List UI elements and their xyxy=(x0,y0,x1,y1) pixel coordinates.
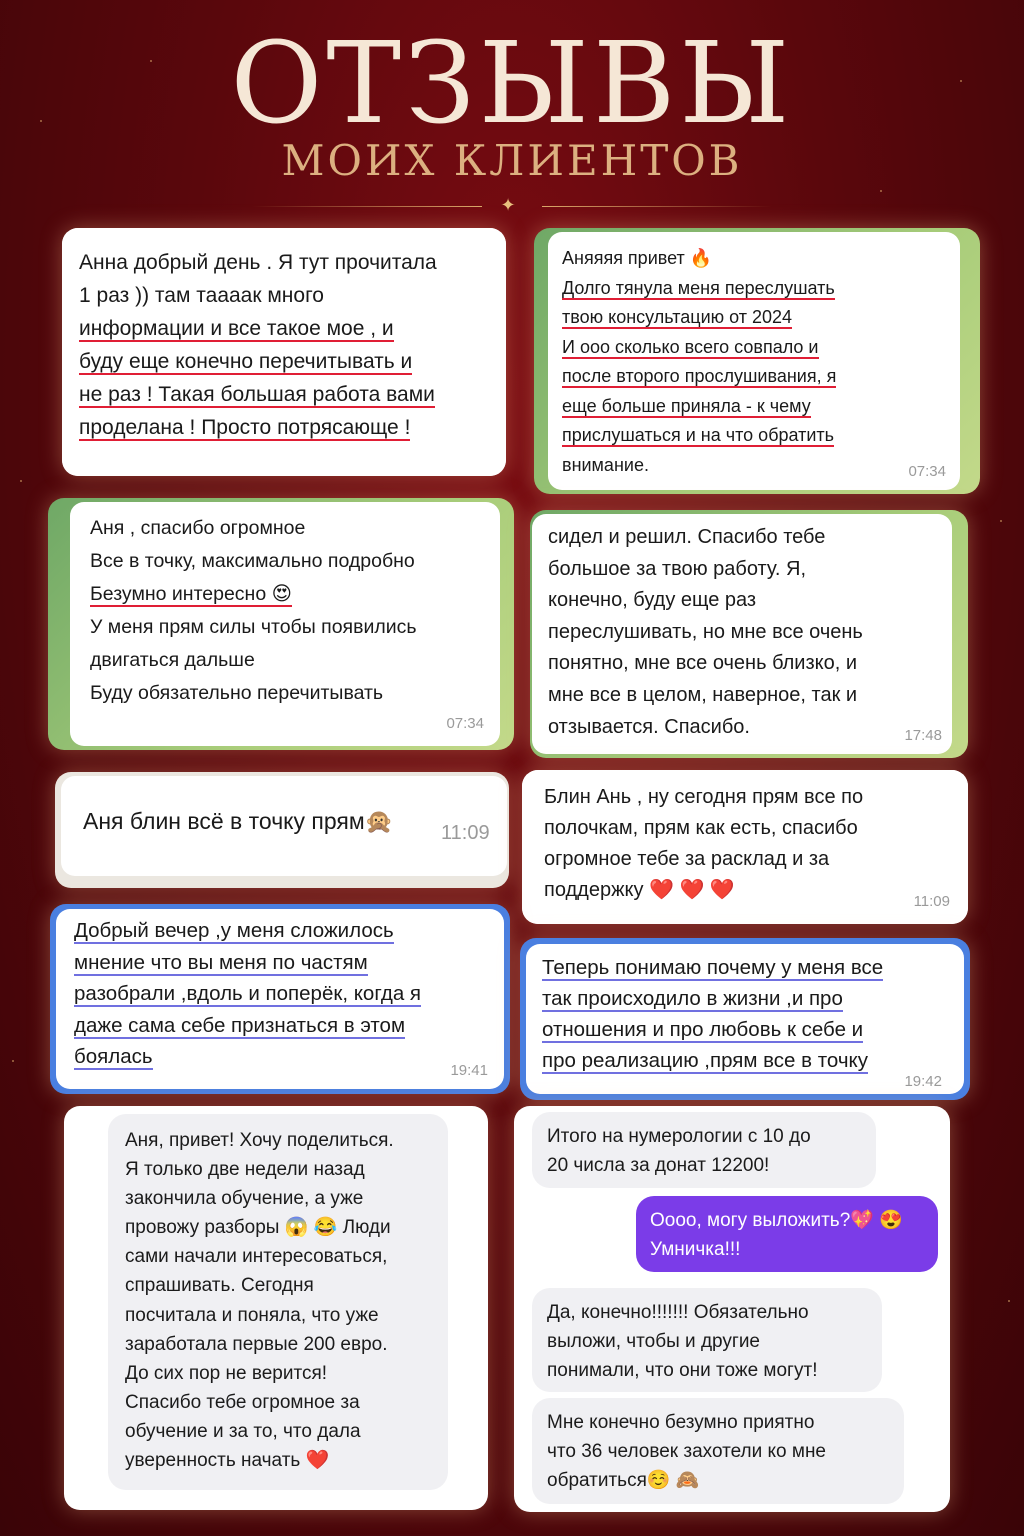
chat-bubble-incoming xyxy=(532,1398,904,1504)
chat-line: Да, конечно!!!!!!! Обязательно xyxy=(547,1302,809,1323)
review-card xyxy=(64,1106,488,1510)
review-text-block xyxy=(522,770,968,924)
title-divider xyxy=(252,195,772,216)
review-line: сидел и решил. Спасибо тебе xyxy=(548,526,826,548)
chat-line: что 36 человек захотели ко мне xyxy=(547,1441,826,1462)
review-line: отзывается. Спасибо. xyxy=(548,715,750,738)
message-time: 07:34 xyxy=(446,715,484,732)
review-text-block xyxy=(548,232,960,490)
review-line: отношения и про любовь к себе и xyxy=(542,1018,864,1041)
sparkle xyxy=(1008,1300,1010,1302)
review-line: большое за твою работу. Я, xyxy=(548,557,807,580)
chat-bubble-outgoing xyxy=(636,1196,938,1272)
review-line: информации и все такое мое , и xyxy=(79,317,394,340)
review-line: огромное тебе за расклад и за xyxy=(544,848,830,870)
review-line: прислушаться и на что обратить xyxy=(562,425,835,445)
review-line: Аня , спасибо огромное xyxy=(90,517,306,539)
review-line: Теперь понимаю почему у меня все xyxy=(542,956,884,979)
review-line: Блин Ань , ну сегодня прям все по xyxy=(544,786,864,808)
review-text-block xyxy=(526,944,964,1094)
review-card xyxy=(55,772,509,888)
review-line: мне все в целом, наверное, так и xyxy=(548,683,858,706)
chat-bubble-incoming xyxy=(532,1112,876,1188)
review-line: двигаться дальше xyxy=(90,649,255,671)
review-card xyxy=(534,228,980,494)
message-time: 11:09 xyxy=(441,822,490,844)
review-text-block xyxy=(61,776,507,876)
review-line: уверенность начать ❤️ xyxy=(125,1450,330,1472)
review-line: обучение и за то, что дала xyxy=(125,1420,361,1442)
review-line: еще больше приняла - к чему xyxy=(562,395,811,416)
review-card xyxy=(514,1106,950,1512)
review-line: внимание. xyxy=(562,454,649,475)
review-card xyxy=(522,770,968,924)
review-line: посчитала и поняла, что уже xyxy=(125,1304,379,1326)
review-line: разобрали ,вдоль и поперёк, когда я xyxy=(74,982,422,1005)
review-line: так происходило в жизни ,и про xyxy=(542,987,843,1010)
review-line: У меня прям силы чтобы появились xyxy=(90,616,417,638)
chat-line: Итого на нумерологии с 10 до xyxy=(547,1126,811,1147)
review-line: понятно, мне все очень близко, и xyxy=(548,652,858,675)
review-line: 1 раз )) там таааак много xyxy=(79,284,324,307)
sparkle xyxy=(1000,520,1002,522)
review-card xyxy=(520,938,970,1100)
review-line: Буду обязательно перечитывать xyxy=(90,682,384,704)
review-line: про реализацию ,прям все в точку xyxy=(542,1049,868,1072)
chat-bubble xyxy=(108,1114,448,1490)
review-line: До сих пор не верится! xyxy=(125,1362,328,1384)
review-text-block xyxy=(56,909,504,1089)
review-line: Анна добрый день . Я тут прочитала xyxy=(79,251,437,274)
review-line: даже сама себе признаться в этом xyxy=(74,1013,406,1037)
review-line: поддержку ❤️ ❤️ ❤️ xyxy=(544,879,735,901)
review-line: полочкам, прям как есть, спасибо xyxy=(544,817,858,839)
chat-line: обратиться☺️ 🙈 xyxy=(547,1470,700,1491)
review-line: провожу разборы 😱 😂 Люди xyxy=(125,1217,391,1239)
review-line: после второго прослушивания, я xyxy=(562,366,837,386)
review-line: Аня, привет! Хочу поделиться. xyxy=(125,1130,394,1151)
page-subtitle: МОИХ КЛИЕНТОВ xyxy=(281,136,743,185)
review-line: Долго тянула меня переслушать xyxy=(562,277,835,298)
review-line: мнение что вы меня по частям xyxy=(74,950,368,974)
chat-line: Умничка!!! xyxy=(650,1239,741,1260)
review-line: Все в точку, максимально подробно xyxy=(90,550,415,572)
divider-line-left xyxy=(252,206,482,207)
review-line: Спасибо тебе огромное за xyxy=(125,1391,360,1413)
review-card xyxy=(48,498,514,750)
review-line: Я только две недели назад xyxy=(125,1159,365,1181)
sparkle xyxy=(20,480,22,482)
chat-line: Мне конечно безумно приятно xyxy=(547,1412,815,1433)
review-line: твою консультацию от 2024 xyxy=(562,307,793,327)
star-icon: ✦ xyxy=(500,195,516,216)
page-title: ОТЗЫВЫ xyxy=(230,19,794,149)
review-line: закончила обучение, а уже xyxy=(125,1188,364,1210)
review-card xyxy=(530,510,968,758)
review-line: заработала первые 200 евро. xyxy=(125,1333,388,1355)
review-line: проделана ! Просто потрясающе ! xyxy=(79,416,411,439)
review-line: сами начали интересоваться, xyxy=(125,1246,388,1268)
sparkle xyxy=(880,190,882,192)
review-line: буду еще конечно перечитывать и xyxy=(79,350,413,373)
chat-line: 20 числа за донат 12200! xyxy=(547,1155,770,1176)
message-time: 19:42 xyxy=(904,1073,942,1090)
chat-line: понимали, что они тоже могут! xyxy=(547,1360,818,1381)
review-card xyxy=(50,904,510,1094)
review-line: Аня блин всё в точку прям🙊 xyxy=(83,808,394,834)
review-line: И ооо сколько всего совпало и xyxy=(562,336,819,357)
review-line: боялась xyxy=(74,1045,153,1068)
review-line: не раз ! Такая большая работа вами xyxy=(79,383,435,406)
message-time: 11:09 xyxy=(913,893,950,910)
review-line: конечно, буду еще раз xyxy=(548,589,757,612)
chat-line: выложи, чтобы и другие xyxy=(547,1331,760,1352)
review-text-block xyxy=(70,502,500,746)
review-text-block xyxy=(532,514,952,754)
sparkle xyxy=(12,1060,14,1062)
review-line: Аняяяя привет 🔥 xyxy=(562,248,713,268)
chat-bubble-incoming xyxy=(532,1288,882,1392)
review-line: Безумно интересно 😍 xyxy=(90,583,292,605)
message-time: 19:41 xyxy=(450,1062,488,1079)
message-time: 17:48 xyxy=(904,727,942,744)
review-line: Добрый вечер ,у меня сложилось xyxy=(74,919,394,942)
chat-line: Оооо, могу выложить?💖 😍 xyxy=(650,1210,903,1231)
review-line: переслушивать, но мне все очень xyxy=(548,620,863,643)
review-line: спрашивать. Сегодня xyxy=(125,1275,314,1297)
review-card xyxy=(62,228,506,476)
message-time: 07:34 xyxy=(908,463,946,480)
divider-line-right xyxy=(542,206,772,207)
review-text-block xyxy=(62,228,506,476)
